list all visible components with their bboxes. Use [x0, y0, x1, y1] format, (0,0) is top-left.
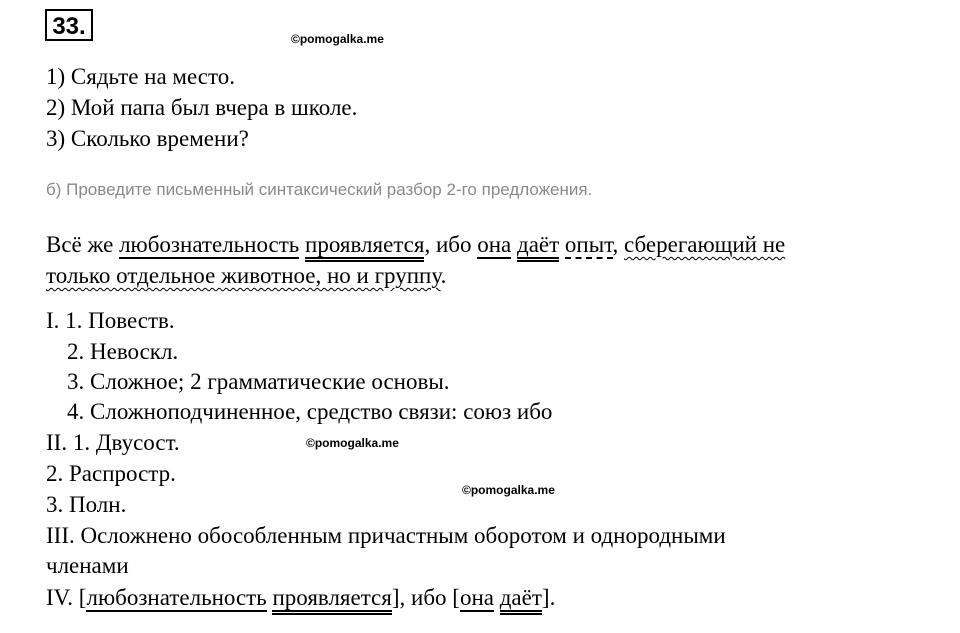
object: опыт — [564, 232, 613, 257]
scheme-subject-1: любознательность — [86, 585, 267, 610]
text-fragment: Всё же — [46, 232, 120, 257]
sentence-3: 3) Сколько времени? — [46, 126, 249, 151]
analysis-line-5: II. 1. Двусост. — [46, 430, 180, 455]
analysis-line-9: членами — [46, 553, 129, 578]
task-number: 33. — [45, 9, 93, 41]
subject-1: любознательность — [119, 232, 300, 257]
text-fragment: IV. [ — [46, 585, 87, 610]
sentence-2: 2) Мой папа был вчера в школе. — [46, 95, 358, 120]
subject-2: она — [477, 232, 512, 257]
scheme-subject-2: она — [459, 585, 494, 610]
analysis-line-8: III. Осложнено обособленным причастным оборотом и однородными — [46, 523, 726, 548]
predicate-1: проявляется — [305, 232, 424, 262]
watermark-top: ©pomogalka.me — [291, 32, 384, 46]
analysis-line-1: I. 1. Повеств. — [46, 308, 175, 333]
text-fragment: ]. — [541, 585, 556, 610]
text-fragment: , ибо — [424, 232, 478, 257]
participial-phrase-part-1: сберегающий не — [624, 232, 786, 257]
analysis-line-2: 2. Невоскл. — [67, 339, 179, 364]
text-fragment: , — [612, 232, 625, 257]
sentence-scheme — [46, 583, 555, 613]
analysis-line-3: 3. Сложное; 2 грамматические основы. — [67, 369, 450, 394]
text-fragment: ], ибо [ — [391, 585, 460, 610]
analysis-line-4: 4. Сложноподчиненное, средство связи: союз ибо — [67, 399, 553, 424]
parsed-sentence-line-1 — [46, 230, 785, 260]
watermark-bottom: ©pomogalka.me — [462, 483, 555, 497]
watermark-middle: ©pomogalka.me — [306, 436, 399, 450]
text-fragment: . — [440, 263, 447, 288]
predicate-2: даёт — [517, 232, 559, 262]
sentence-1: 1) Сядьте на место. — [46, 64, 235, 89]
analysis-line-6: 2. Распростр. — [46, 461, 176, 486]
text-fragment — [494, 585, 500, 610]
scheme-predicate-2: даёт — [500, 585, 542, 615]
task-b-instruction: б) Проведите письменный синтаксический разбор 2-го предложения. — [46, 180, 593, 199]
parsed-sentence-line-2 — [46, 261, 446, 291]
scheme-predicate-1: проявляется — [272, 585, 391, 615]
participial-phrase-part-2: только отдельное животное, но и группу — [46, 263, 441, 288]
analysis-line-7: 3. Полн. — [46, 492, 127, 517]
